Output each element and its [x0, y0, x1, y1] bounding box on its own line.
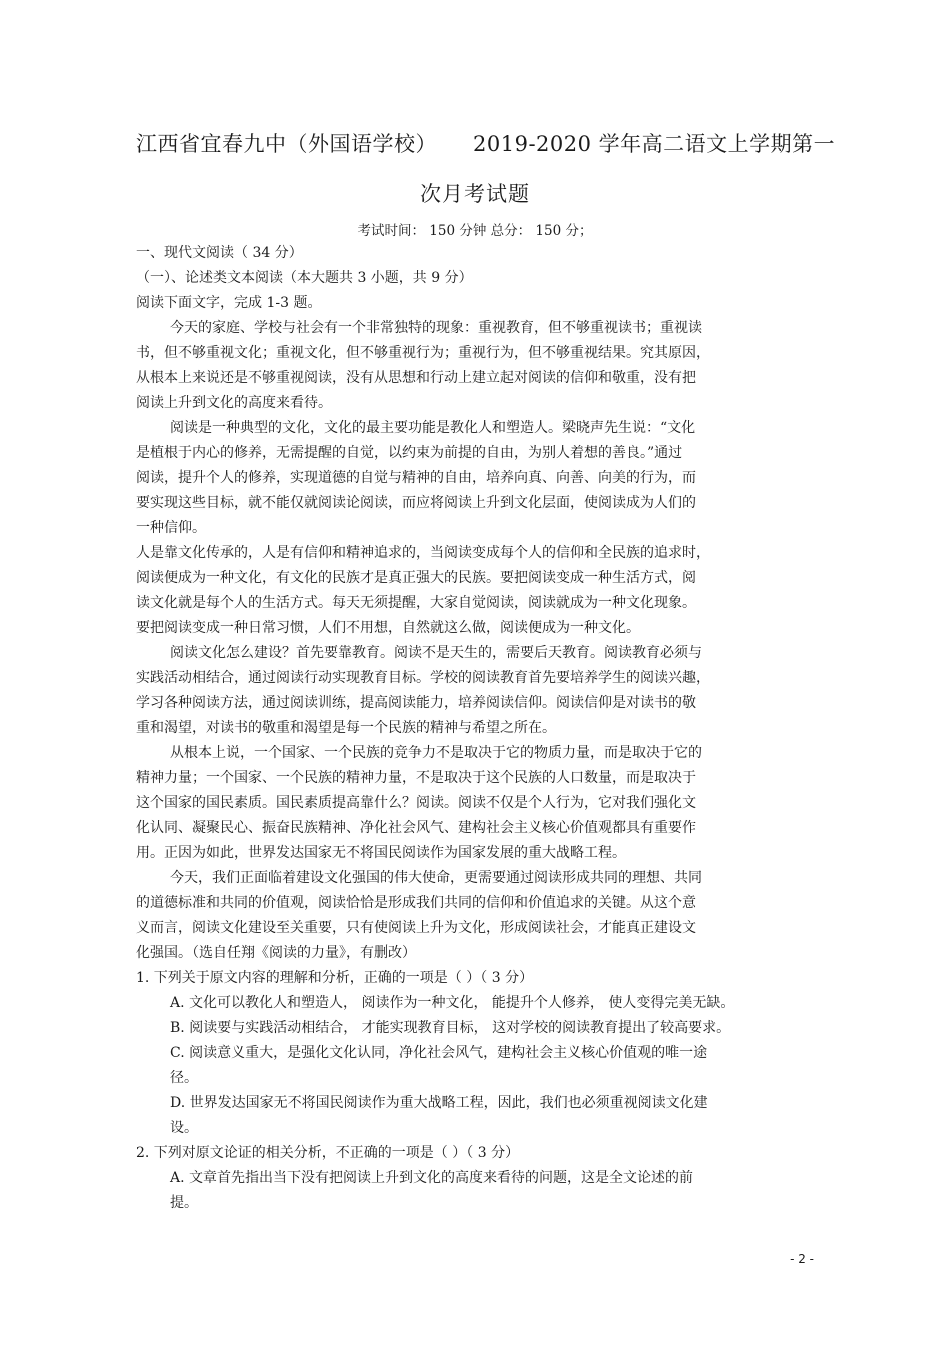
passage-line: 人是靠文化传承的，人是有信仰和精神追求的，当阅读变成每个人的信仰和全民族的追求时，: [136, 545, 710, 561]
section-heading: 一、现代文阅读（ 34 分）: [136, 245, 303, 261]
title-school: 江西省宜春九中（外国语学校）: [136, 132, 437, 156]
passage-line: 书，但不够重视文化；重视文化，但不够重视行为；重视行为，但不够重视结果。究其原因，: [136, 345, 710, 361]
page-title: [136, 128, 836, 158]
page-number: - 2 -: [790, 1252, 814, 1266]
passage-line: 这个国家的国民素质。国民素质提高靠什么？阅读。阅读不仅是个人行为，它对我们强化文: [136, 795, 696, 811]
passage-line: 阅读，提升个人的修养，实现道德的自觉与精神的自由，培养向真、向善、向美的行为，而: [136, 470, 696, 486]
passage-line: 义而言，阅读文化建设至关重要，只有使阅读上升为文化，形成阅读社会，才能真正建设文: [136, 920, 696, 936]
question-1-option-c-cont: 径。: [170, 1070, 198, 1086]
passage-line: 今天，我们正面临着建设文化强国的伟大使命，更需要通过阅读形成共同的理想、共同: [170, 870, 702, 886]
passage-line: 阅读是一种典型的文化，文化的最主要功能是教化人和塑造人。梁晓声先生说：“文化: [170, 420, 696, 436]
subsection-heading: （一）、论述类文本阅读（本大题共 3 小题，共 9 分）: [136, 270, 473, 286]
passage-line: 阅读上升到文化的高度来看待。: [136, 395, 332, 411]
exam-info: 考试时间： 150 分钟 总分： 150 分；: [357, 223, 593, 239]
passage-line: 从根本上来说还是不够重视阅读，没有从思想和行动上建立起对阅读的信仰和敬重，没有把: [136, 370, 696, 386]
page-title-line2: 次月考试题: [420, 182, 530, 206]
passage-line: 实践活动相结合，通过阅读行动实现教育目标。学校的阅读教育首先要培养学生的阅读兴趣，: [136, 670, 710, 686]
passage-line: 阅读文化怎么建设？首先要靠教育。阅读不是天生的，需要后天教育。阅读教育必须与: [170, 645, 702, 661]
passage-line: 要实现这些目标，就不能仅就阅读论阅读，而应将阅读上升到文化层面，使阅读成为人们的: [136, 495, 696, 511]
passage-line: 今天的家庭、学校与社会有一个非常独特的现象：重视教育，但不够重视读书；重视读: [170, 320, 702, 336]
question-2-option-a-cont: 提。: [170, 1195, 198, 1211]
passage-line: 要把阅读变成一种日常习惯，人们不用想，自然就这么做，阅读便成为一种文化。: [136, 620, 640, 636]
title-year: 2019-2020 学年高二语文上学期第一: [473, 132, 836, 156]
passage-line: 学习各种阅读方法，通过阅读训练，提高阅读能力，培养阅读信仰。阅读信仰是对读书的敬: [136, 695, 696, 711]
question-1-option-b: B. 阅读要与实践活动相结合， 才能实现教育目标， 这对学校的阅读教育提出了较高要求。: [170, 1020, 731, 1036]
question-1-option-a: A. 文化可以教化人和塑造人， 阅读作为一种文化， 能提升个人修养， 使人变得完美无缺。: [170, 995, 735, 1011]
question-2-stem: 2. 下列对原文论证的相关分析，不正确的一项是（ ）（ 3 分）: [136, 1145, 520, 1161]
passage-line: 一种信仰。: [136, 520, 206, 536]
question-1-option-c: C. 阅读意义重大，是强化文化认同，净化社会风气，建构社会主义核心价值观的唯一途: [170, 1045, 708, 1061]
passage-line: 化认同、凝聚民心、振奋民族精神、净化社会风气、建构社会主义核心价值观都具有重要作: [136, 820, 696, 836]
passage-line: 阅读便成为一种文化，有文化的民族才是真正强大的民族。要把阅读变成一种生活方式，阅: [136, 570, 696, 586]
passage-line: 从根本上说，一个国家、一个民族的竞争力不是取决于它的物质力量，而是取决于它的: [170, 745, 702, 761]
passage-line: 是植根于内心的修养，无需提醒的自觉，以约束为前提的自由，为别人着想的善良。”通过: [136, 445, 683, 461]
passage-line: 的道德标准和共同的价值观，阅读恰恰是形成我们共同的信仰和价值追求的关键。从这个意: [136, 895, 696, 911]
passage-line: 精神力量；一个国家、一个民族的精神力量，不是取决于这个民族的人口数量，而是取决于: [136, 770, 696, 786]
question-1-stem: 1. 下列关于原文内容的理解和分析，正确的一项是（ ）（ 3 分）: [136, 970, 534, 986]
passage-line: 用。正因为如此，世界发达国家无不将国民阅读作为国家发展的重大战略工程。: [136, 845, 626, 861]
question-1-option-d: D. 世界发达国家无不将国民阅读作为重大战略工程，因此，我们也必须重视阅读文化建: [170, 1095, 708, 1111]
question-1-option-d-cont: 设。: [170, 1120, 198, 1136]
passage-line: 读文化就是每个人的生活方式。每天无须提醒，大家自觉阅读，阅读就成为一种文化现象。: [136, 595, 696, 611]
reading-instruction: 阅读下面文字，完成 1-3 题。: [136, 295, 322, 311]
question-2-option-a: A. 文章首先指出当下没有把阅读上升到文化的高度来看待的问题，这是全文论述的前: [170, 1170, 694, 1186]
passage-line: 重和渴望，对读书的敬重和渴望是每一个民族的精神与希望之所在。: [136, 720, 556, 736]
passage-line: 化强国。（选自任翔《阅读的力量》，有删改）: [136, 945, 416, 961]
